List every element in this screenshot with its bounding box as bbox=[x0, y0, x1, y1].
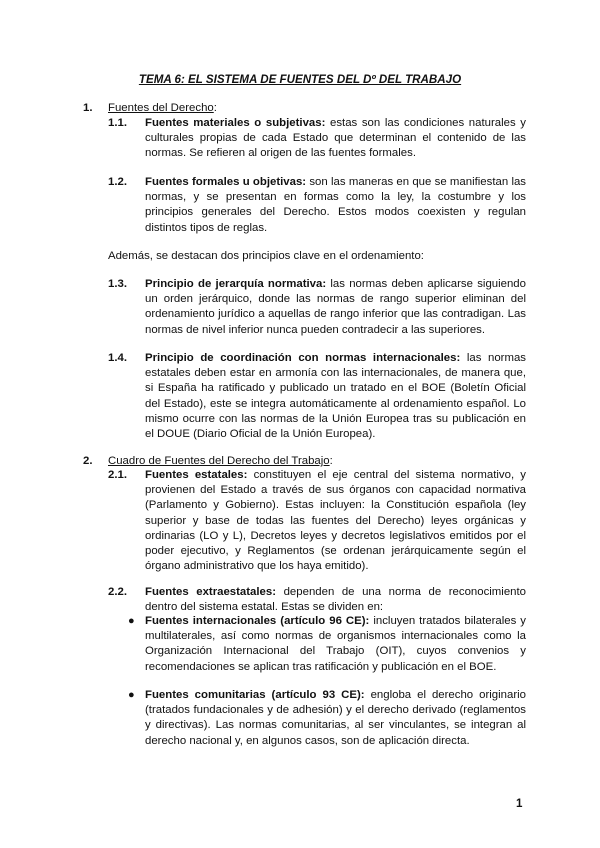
item-number: 1.2. bbox=[108, 176, 127, 188]
item-text: constituyen el eje central del sistema normativo, y provienen del Estado a través de sus órganos con capacidad normativa (Parlamento y Gobierno). Estas incluyen: la Constitución española (ley superior y base de todas las fuentes del Derecho) leyes orgánicas y ordinarias (LO y L), Decretos leyes y decretos legislativos emitidos por el poder ejecutivo, y Reglamentos (se ordenan jerárquicamente según el órgano administrativo que los haya emitido). bbox=[145, 469, 526, 573]
item-2-1 bbox=[108, 468, 526, 574]
item-term: Fuentes estatales: bbox=[145, 469, 248, 481]
page-number: 1 bbox=[516, 797, 523, 810]
section-2-heading: 2. Cuadro de Fuentes del Derecho del Trabajo: bbox=[83, 454, 333, 469]
item-number: 1.4. bbox=[108, 352, 127, 364]
section-number: 1. bbox=[83, 102, 93, 114]
section-number: 2. bbox=[83, 455, 93, 467]
item-number: 2.2. bbox=[108, 586, 127, 598]
item-text: las normas deben aplicarse siguiendo un orden jerárquico, donde las normas de rango superior eliminan del ordenamiento jurídico a aquellas de rango inferior que las contradigan. Las normas de nivel inferior nunca pueden contradecir a las superiores. bbox=[145, 278, 526, 336]
section-title: Fuentes del Derecho bbox=[108, 102, 214, 114]
bullet-fuentes-comunitarias bbox=[128, 688, 526, 749]
principles-intro: Además, se destacan dos principios clave en el ordenamiento: bbox=[108, 250, 424, 262]
item-1-4 bbox=[108, 351, 526, 442]
bullet-text: incluyen tratados bilaterales y multilaterales, así como normas de organismos internacionales como la Organización Internacional del Trabajo (OIT), cuyos convenios y recomendaciones se aplican tras ratificación y publicación en el BOE. bbox=[145, 615, 526, 673]
item-2-2 bbox=[108, 585, 526, 615]
item-1-2 bbox=[108, 175, 526, 236]
item-number: 1.1. bbox=[108, 117, 127, 129]
section-1-heading: 1. Fuentes del Derecho: bbox=[83, 101, 217, 116]
item-term: Fuentes extraestatales: bbox=[145, 586, 277, 598]
item-term: Principio de coordinación con normas internacionales: bbox=[145, 352, 461, 364]
item-1-3 bbox=[108, 277, 526, 338]
item-text: dependen de una norma de reconocimiento dentro del sistema estatal. Estas se dividen en: bbox=[145, 586, 526, 614]
item-number: 2.1. bbox=[108, 469, 127, 481]
item-text: estas son las condiciones naturales y culturales propias de cada Estado que determinan el contenido de las normas. Se refieren al origen de las fuentes formales. bbox=[145, 117, 526, 160]
document-title: TEMA 6: EL SISTEMA DE FUENTES DEL Dº DEL TRABAJO bbox=[138, 73, 462, 86]
item-term: Fuentes materiales o subjetivas: bbox=[145, 117, 326, 129]
item-text: son las maneras en que se manifiestan las normas, y se presentan en formas como la ley, la costumbre y los principios generales del Derecho. Estos modos coexisten y regulan distintos tipos de reglas. bbox=[145, 176, 526, 234]
bullet-icon: ● bbox=[128, 689, 135, 701]
item-text: las normas estatales deben estar en armonía con las internacionales, de manera que, si España ha ratificado y publicado un tratado en el BOE (Boletín Oficial del Estado), este se integra automáticamente al ordenamiento español. Lo mismo ocurre con las normas de la Unión Europea tras su publicación en el DOUE (Diario Oficial de la Unión Europea). bbox=[145, 352, 526, 441]
bullet-fuentes-internacionales bbox=[128, 614, 526, 675]
bullet-text: engloba el derecho originario (tratados fundacionales y de adhesión) y el derecho derivado (reglamentos y directivas). Las normas comunitarias, al ser vinculantes, se integran al derecho nacional y, en algunos casos, son de aplicación directa. bbox=[145, 689, 526, 747]
bullet-term: Fuentes comunitarias (artículo 93 CE): bbox=[145, 689, 365, 701]
item-1-1 bbox=[108, 116, 526, 162]
bullet-icon: ● bbox=[128, 615, 135, 627]
item-number: 1.3. bbox=[108, 278, 127, 290]
bullet-term: Fuentes internacionales (artículo 96 CE): bbox=[145, 615, 370, 627]
item-term: Principio de jerarquía normativa: bbox=[145, 278, 327, 290]
section-title: Cuadro de Fuentes del Derecho del Trabajo bbox=[108, 455, 330, 467]
item-term: Fuentes formales u objetivas: bbox=[145, 176, 307, 188]
